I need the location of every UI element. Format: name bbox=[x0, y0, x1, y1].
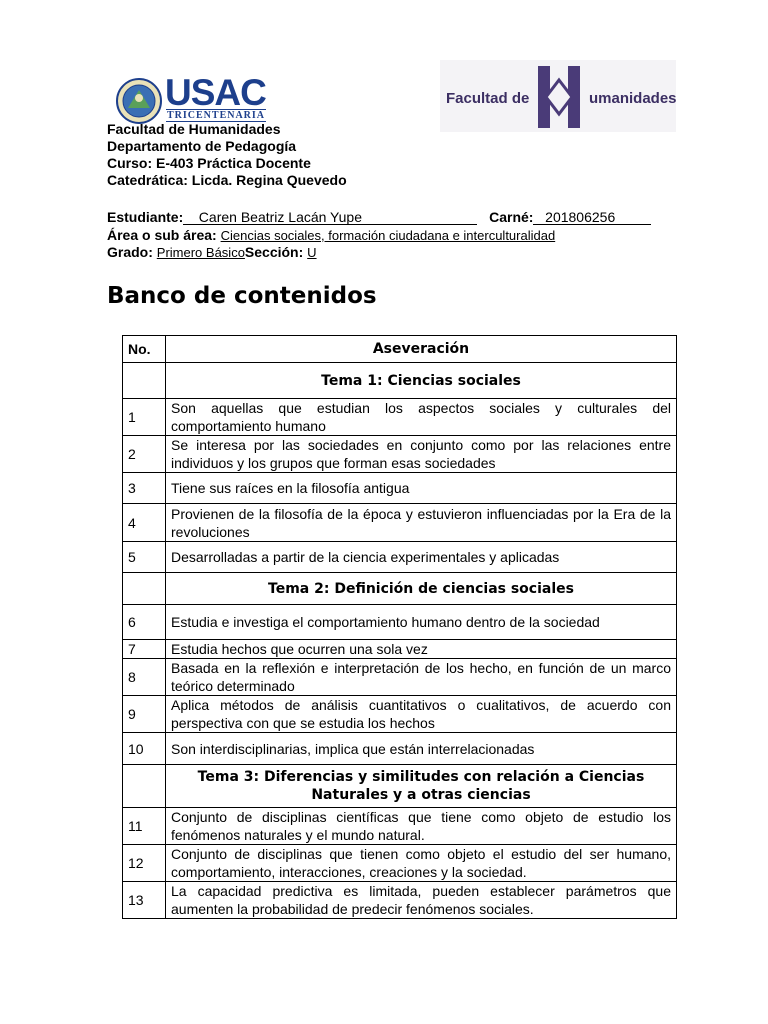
topic-3 bbox=[166, 765, 677, 808]
table-row bbox=[123, 882, 677, 919]
area-value: Ciencias sociales, formación ciudadana e interculturalidad bbox=[220, 227, 556, 243]
table-row bbox=[123, 605, 677, 640]
row-number: 1 bbox=[123, 399, 166, 436]
estudiante-label: Estudiante: bbox=[107, 209, 184, 225]
table-row bbox=[123, 696, 677, 733]
departamento-line: Departamento de Pedagogía bbox=[107, 138, 297, 154]
row-text: Estudia e investiga el comportamiento humano dentro de la sociedad bbox=[166, 605, 677, 640]
grado-value: Primero Básico bbox=[156, 245, 245, 260]
topic-2: Tema 2: Definición de ciencias sociales bbox=[166, 573, 677, 605]
humanidades-h-icon bbox=[532, 66, 586, 128]
empty-cell bbox=[123, 363, 166, 399]
content-bank-table bbox=[122, 335, 677, 919]
carne-field bbox=[533, 210, 651, 225]
estudiante-value: Caren Beatriz Lacán Yupe bbox=[198, 209, 362, 225]
facultad-logo-text-right: umanidades bbox=[589, 90, 677, 107]
row-number: 9 bbox=[123, 696, 166, 733]
curso-line: Curso: E-403 Práctica Docente bbox=[107, 155, 311, 171]
topic-row bbox=[123, 363, 677, 399]
row-text: Estudia hechos que ocurren una sola vez bbox=[166, 640, 677, 659]
row-number: 3 bbox=[123, 473, 166, 504]
row-number: 7 bbox=[123, 640, 166, 659]
topic-row bbox=[123, 765, 677, 808]
table-row bbox=[123, 659, 677, 696]
usac-logo bbox=[116, 72, 268, 124]
seccion-label: Sección: bbox=[244, 244, 304, 260]
table-row bbox=[123, 808, 677, 845]
grado-row bbox=[107, 244, 651, 262]
facultad-line: Facultad de Humanidades bbox=[107, 121, 281, 137]
topic-row bbox=[123, 573, 677, 605]
page-title: Banco de contenidos bbox=[107, 283, 377, 309]
row-text: Desarrolladas a partir de la ciencia experimentales y aplicadas bbox=[166, 542, 677, 573]
topic-3-line-2: Naturales y a otras ciencias bbox=[311, 787, 531, 803]
row-number: 2 bbox=[123, 436, 166, 473]
university-seal-icon bbox=[116, 78, 162, 124]
area-row bbox=[107, 227, 651, 245]
row-number: 12 bbox=[123, 845, 166, 882]
row-number: 10 bbox=[123, 733, 166, 765]
table-row bbox=[123, 845, 677, 882]
table-row bbox=[123, 640, 677, 659]
column-header-aseveracion: Aseveración bbox=[166, 336, 677, 363]
row-text: Conjunto de disciplinas científicas que tiene como objeto de estudio los fenómenos naturales y el mundo natural. bbox=[166, 808, 677, 845]
student-info bbox=[107, 209, 651, 262]
table-row bbox=[123, 436, 677, 473]
row-number: 13 bbox=[123, 882, 166, 919]
document-header bbox=[107, 121, 347, 189]
area-label: Área o sub área: bbox=[107, 226, 217, 243]
row-number: 6 bbox=[123, 605, 166, 640]
student-row bbox=[107, 209, 651, 227]
row-text: La capacidad predictiva es limitada, pueden establecer parámetros que aumenten la probabilidad de predecir fenómenos sociales. bbox=[166, 882, 677, 919]
table-row bbox=[123, 473, 677, 504]
topic-1: Tema 1: Ciencias sociales bbox=[166, 363, 677, 399]
row-text: Tiene sus raíces en la filosofía antigua bbox=[166, 473, 677, 504]
row-number: 11 bbox=[123, 808, 166, 845]
table-row bbox=[123, 542, 677, 573]
topic-3-line-1: Tema 3: Diferencias y similitudes con relación a Ciencias bbox=[197, 769, 645, 785]
row-text: Se interesa por las sociedades en conjunto como por las relaciones entre individuos y los grupos que forman esas sociedades bbox=[166, 436, 677, 473]
table-header-row bbox=[123, 336, 677, 363]
row-number: 4 bbox=[123, 504, 166, 542]
table-row bbox=[123, 504, 677, 542]
seccion-value: U bbox=[307, 245, 317, 260]
usac-wordmark: USAC bbox=[165, 72, 266, 113]
row-text: Basada en la reflexión e interpretación de los hecho, en función de un marco teórico determinado bbox=[166, 659, 677, 696]
usac-subtitle: TRICENTENARIA bbox=[167, 110, 266, 121]
empty-cell bbox=[123, 573, 166, 605]
carne-value: 201806256 bbox=[545, 209, 616, 225]
row-text: Son interdisciplinarias, implica que están interrelacionadas bbox=[166, 733, 677, 765]
carne-label: Carné: bbox=[489, 209, 534, 225]
row-text: Son aquellas que estudian los aspectos sociales y culturales del comportamiento humano bbox=[166, 399, 677, 436]
estudiante-field bbox=[183, 210, 477, 225]
table-row bbox=[123, 399, 677, 436]
row-text: Conjunto de disciplinas que tienen como objeto el estudio del ser humano, comportamiento, interacciones, creaciones y la sociedad. bbox=[166, 845, 677, 882]
facultad-logo-text-left: Facultad de bbox=[446, 90, 530, 107]
row-number: 5 bbox=[123, 542, 166, 573]
empty-cell bbox=[123, 765, 166, 808]
table-row bbox=[123, 733, 677, 765]
catedratica-line: Catedrática: Licda. Regina Quevedo bbox=[107, 172, 347, 188]
row-text: Provienen de la filosofía de la época y estuvieron influenciadas por la Era de la revoluciones bbox=[166, 504, 677, 542]
row-text: Aplica métodos de análisis cuantitativos o cualitativos, de acuerdo con perspectiva con que se estudia los hechos bbox=[166, 696, 677, 733]
row-number: 8 bbox=[123, 659, 166, 696]
column-header-no: No. bbox=[123, 336, 166, 363]
facultad-logo bbox=[440, 60, 676, 132]
grado-label: Grado: bbox=[107, 244, 153, 260]
